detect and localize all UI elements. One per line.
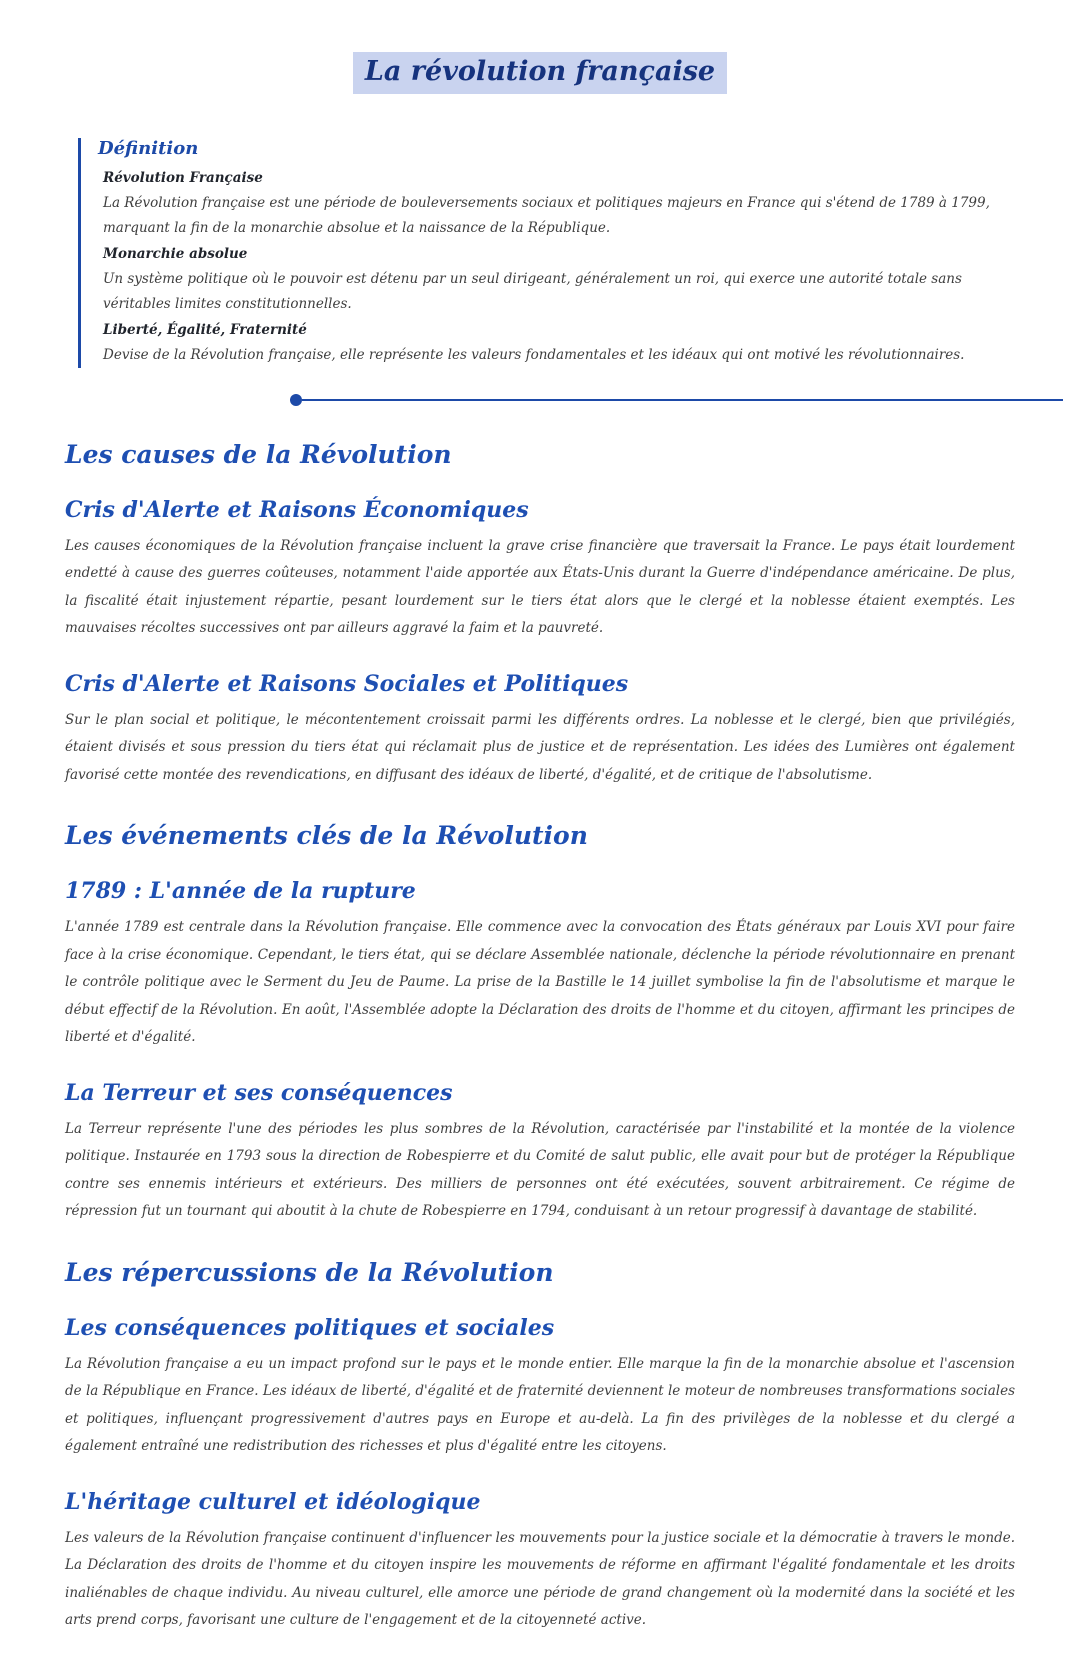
- page-title: [353, 56, 727, 87]
- section-paragraph: Les causes économiques de la Révolution française incluent la grave crise financière que traversait la France. Le pays était lourdement endetté à cause des guerres coûteuses, notamment l'aide apportée aux États-Unis durant la Guerre d'indépendance américaine. De plus, la fiscalité était injustement répartie, pesant lourdement sur le tiers état alors que le clergé et la noblesse étaient exemptés. Les mauvaises récoltes successives ont par ailleurs aggravé la faim et la pauvreté.: [65, 537, 1015, 637]
- definition-item: [103, 166, 1015, 241]
- section-heading-key-events: Les événements clés de la Révolution: [65, 821, 588, 851]
- definition-term: Monarchie absolue: [103, 245, 248, 262]
- section-paragraph: Les valeurs de la Révolution française continuent d'influencer les mouvements pour la justice sociale et la démocratie à travers le monde. La Déclaration des droits de l'homme et du citoyen inspire les mouvements de réforme en affirmant l'égalité fondamentale et les droits inaliénables de chaque individu. Au niveau culturel, elle amorce une période de grand changement où la modernité dans la société et les arts prend corps, favorisant une culture de l'engagement et de la citoyenneté active.: [65, 1529, 1015, 1629]
- subsection-heading-consequences: Les conséquences politiques et sociales: [65, 1314, 555, 1341]
- section-heading-repercussions: Les répercussions de la Révolution: [65, 1257, 554, 1287]
- definition-item: [103, 318, 1015, 368]
- section-paragraph: L'année 1789 est centrale dans la Révolution française. Elle commence avec la convocation des États généraux par Louis XVI pour faire face à la crise économique. Cependant, le tiers état, qui se déclare Assemblée nationale, déclenche la période révolutionnaire en prenant le contrôle politique avec le Serment du Jeu de Paume. La prise de la Bastille le 14 juillet symbolise la fin de l'absolutisme et marque le début effectif de la Révolution. En août, l'Assemblée adopte la Déclaration des droits de l'homme et du citoyen, affirmant les principes de liberté et d'égalité.: [65, 919, 1015, 1046]
- definition-item: [103, 242, 1015, 317]
- divider-dot-icon: [290, 394, 302, 406]
- definition-term: Liberté, Égalité, Fraternité: [103, 321, 307, 338]
- definition-term: Révolution Française: [103, 169, 263, 186]
- page-title-highlight: La révolution française: [353, 52, 727, 94]
- subsection-heading-social-political: Cris d'Alerte et Raisons Sociales et Politiques: [65, 670, 629, 697]
- definition-block: [78, 138, 1015, 368]
- section-paragraph: La Révolution française a eu un impact profond sur le pays et le monde entier. Elle marque la fin de la monarchie absolue et l'ascension de la République en France. Les idéaux de liberté, d'égalité et de fraternité deviennent le moteur de nombreuses transformations sociales et politiques, influençant progressivement d'autres pays en Europe et au-delà. La fin des privilèges de la noblesse et du clergé a également entraîné une redistribution des richesses et plus d'égalité entre les citoyens.: [65, 1355, 1015, 1455]
- title-container: [65, 52, 1015, 94]
- definition-text: Devise de la Révolution française, elle représente les valeurs fondamentales et les idéaux qui ont motivé les révolutionnaires.: [103, 346, 965, 363]
- section-paragraph: Sur le plan social et politique, le mécontentement croissait parmi les différents ordres. La noblesse et le clergé, bien que privilégiés, étaient divisés et sous pression du tiers état qui réclamait plus de justice et de représentation. Les idées des Lumières ont également favorisé cette montée des revendications, en diffusant des idéaux de liberté, d'égalité, et de critique de l'absolutisme.: [65, 711, 1015, 783]
- definition-text: La Révolution française est une période de bouleversements sociaux et politiques majeurs en France qui s'étend de 1789 à 1799, marquant la fin de la monarchie absolue et la naissance de la République.: [103, 194, 990, 236]
- definition-text: Un système politique où le pouvoir est détenu par un seul dirigeant, généralement un roi, qui exerce une autorité totale sans véritables limites constitutionnelles.: [103, 270, 962, 312]
- section-divider: [290, 394, 1063, 406]
- subsection-heading-heritage: L'héritage culturel et idéologique: [65, 1488, 481, 1515]
- subsection-heading-economic: Cris d'Alerte et Raisons Économiques: [65, 496, 529, 523]
- section-paragraph: La Terreur représente l'une des périodes les plus sombres de la Révolution, caractérisée par l'instabilité et la montée de la violence politique. Instaurée en 1793 sous la direction de Robespierre et du Comité de salut public, elle avait pour but de protéger la République contre ses ennemis intérieurs et extérieurs. Des milliers de personnes ont été exécutées, souvent arbitrairement. Ce régime de répression fut un tournant qui aboutit à la chute de Robespierre en 1794, conduisant à un retour progressif à davantage de stabilité.: [65, 1120, 1015, 1220]
- divider-line: [302, 399, 1063, 402]
- subsection-heading-terreur: La Terreur et ses conséquences: [65, 1079, 453, 1106]
- subsection-heading-1789: 1789 : L'année de la rupture: [65, 878, 416, 905]
- section-heading-causes: Les causes de la Révolution: [65, 439, 452, 469]
- definition-heading: Définition: [98, 137, 199, 159]
